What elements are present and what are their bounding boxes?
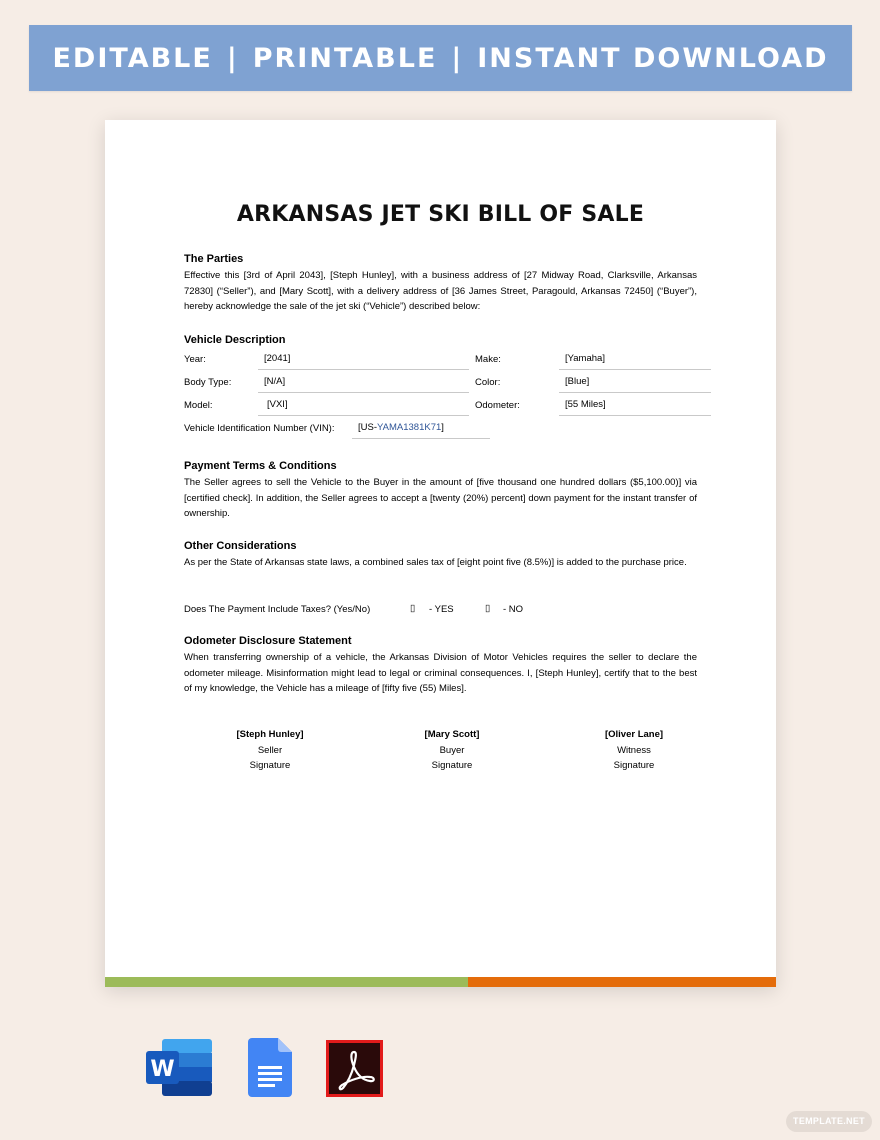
witness-role: Witness xyxy=(617,744,651,756)
make-label: Make: xyxy=(475,354,501,365)
vin-code: YAMA1381K71 xyxy=(377,422,442,433)
buyer-role: Buyer xyxy=(439,744,465,756)
body-type-label: Body Type: xyxy=(184,377,232,388)
word-letter: W xyxy=(150,1057,175,1082)
adobe-pdf-icon[interactable] xyxy=(326,1040,383,1097)
yes-label: - YES xyxy=(429,604,454,615)
vin-field[interactable] xyxy=(352,418,490,439)
no-checkbox[interactable]: ▯ xyxy=(485,603,491,614)
footer-bar-green xyxy=(105,977,468,987)
vin-suffix: ] xyxy=(441,422,444,433)
witness-name: [Oliver Lane] xyxy=(604,729,664,740)
vehicle-heading: Vehicle Description xyxy=(184,334,286,346)
model-label: Model: xyxy=(184,400,213,411)
document-page xyxy=(105,120,776,987)
seller-role: Seller xyxy=(257,744,283,756)
other-text: As per the State of Arkansas state laws, a combined sales tax of [eight point five (8.5%)] is added to the purchase price. xyxy=(184,557,687,568)
odometer-field[interactable]: [55 Miles] xyxy=(559,395,711,416)
parties-text: Effective this [3rd of April 2043], [Steph Hunley], with a business address of [27 Midway Road, Clarksville, Arkansas 72830] (“Seller”), and [Mary Scott], with a delivery address of [36 James Street, Paragould, Arkansas 72450] (“Buyer”), hereby acknowledge the sale of the jet ski (“Vehicle”) described below: xyxy=(184,270,697,312)
no-label: - NO xyxy=(503,604,524,615)
banner-editable: EDITABLE xyxy=(52,42,213,74)
body-type-field[interactable]: [N/A] xyxy=(258,372,469,393)
year-field[interactable]: [2041] xyxy=(258,349,469,370)
template-net-watermark: TEMPLATE.NET xyxy=(786,1111,872,1132)
make-field[interactable]: [Yamaha] xyxy=(559,349,711,370)
buyer-signature xyxy=(382,727,522,774)
yes-checkbox[interactable]: ▯ xyxy=(410,603,416,614)
banner-separator: | xyxy=(226,42,239,74)
color-label: Color: xyxy=(475,377,501,388)
microsoft-word-icon[interactable] xyxy=(146,1038,213,1097)
footer-bar-orange xyxy=(468,977,776,987)
vin-label: Vehicle Identification Number (VIN): xyxy=(184,423,335,434)
year-label: Year: xyxy=(184,354,206,365)
seller-name: [Steph Hunley] xyxy=(236,729,304,740)
odometer-label: Odometer: xyxy=(475,400,520,411)
odometer-text: When transferring ownership of a vehicle, the Arkansas Division of Motor Vehicles requires the seller to declare the odometer mileage. Misinformation might lead to legal or criminal consequences. I, [Steph Hunley], certify that to the best of my knowledge, the Vehicle has a mileage of [fifty five (55) Miles]. xyxy=(184,652,697,694)
payment-text: The Seller agrees to sell the Vehicle to the Buyer in the amount of [five thousand one hundred dollars ($5,100.00)] via [certified check]. In addition, the Seller agrees to accept a [twenty (20%) percent] down payment for the instant transfer of ownership. xyxy=(184,477,697,519)
odometer-heading: Odometer Disclosure Statement xyxy=(184,635,352,647)
google-docs-icon[interactable] xyxy=(248,1038,292,1097)
banner-instant-download: INSTANT DOWNLOAD xyxy=(477,42,829,74)
document-title: ARKANSAS JET SKI BILL OF SALE xyxy=(236,202,645,227)
seller-signature xyxy=(200,727,340,774)
banner-printable: PRINTABLE xyxy=(252,42,438,74)
witness-signature xyxy=(564,727,704,774)
buyer-signature-line: Signature xyxy=(431,760,473,771)
other-heading: Other Considerations xyxy=(184,540,297,552)
color-field[interactable]: [Blue] xyxy=(559,372,711,393)
taxes-question: Does The Payment Include Taxes? (Yes/No) xyxy=(184,604,371,615)
witness-signature-line: Signature xyxy=(613,760,655,771)
model-field[interactable]: [VXI] xyxy=(258,395,469,416)
banner-separator: | xyxy=(451,42,464,74)
header-banner xyxy=(29,25,852,91)
seller-signature-line: Signature xyxy=(249,760,291,771)
payment-heading: Payment Terms & Conditions xyxy=(184,460,337,472)
vin-prefix: [US- xyxy=(358,422,377,433)
parties-heading: The Parties xyxy=(184,253,244,265)
buyer-name: [Mary Scott] xyxy=(424,729,480,740)
